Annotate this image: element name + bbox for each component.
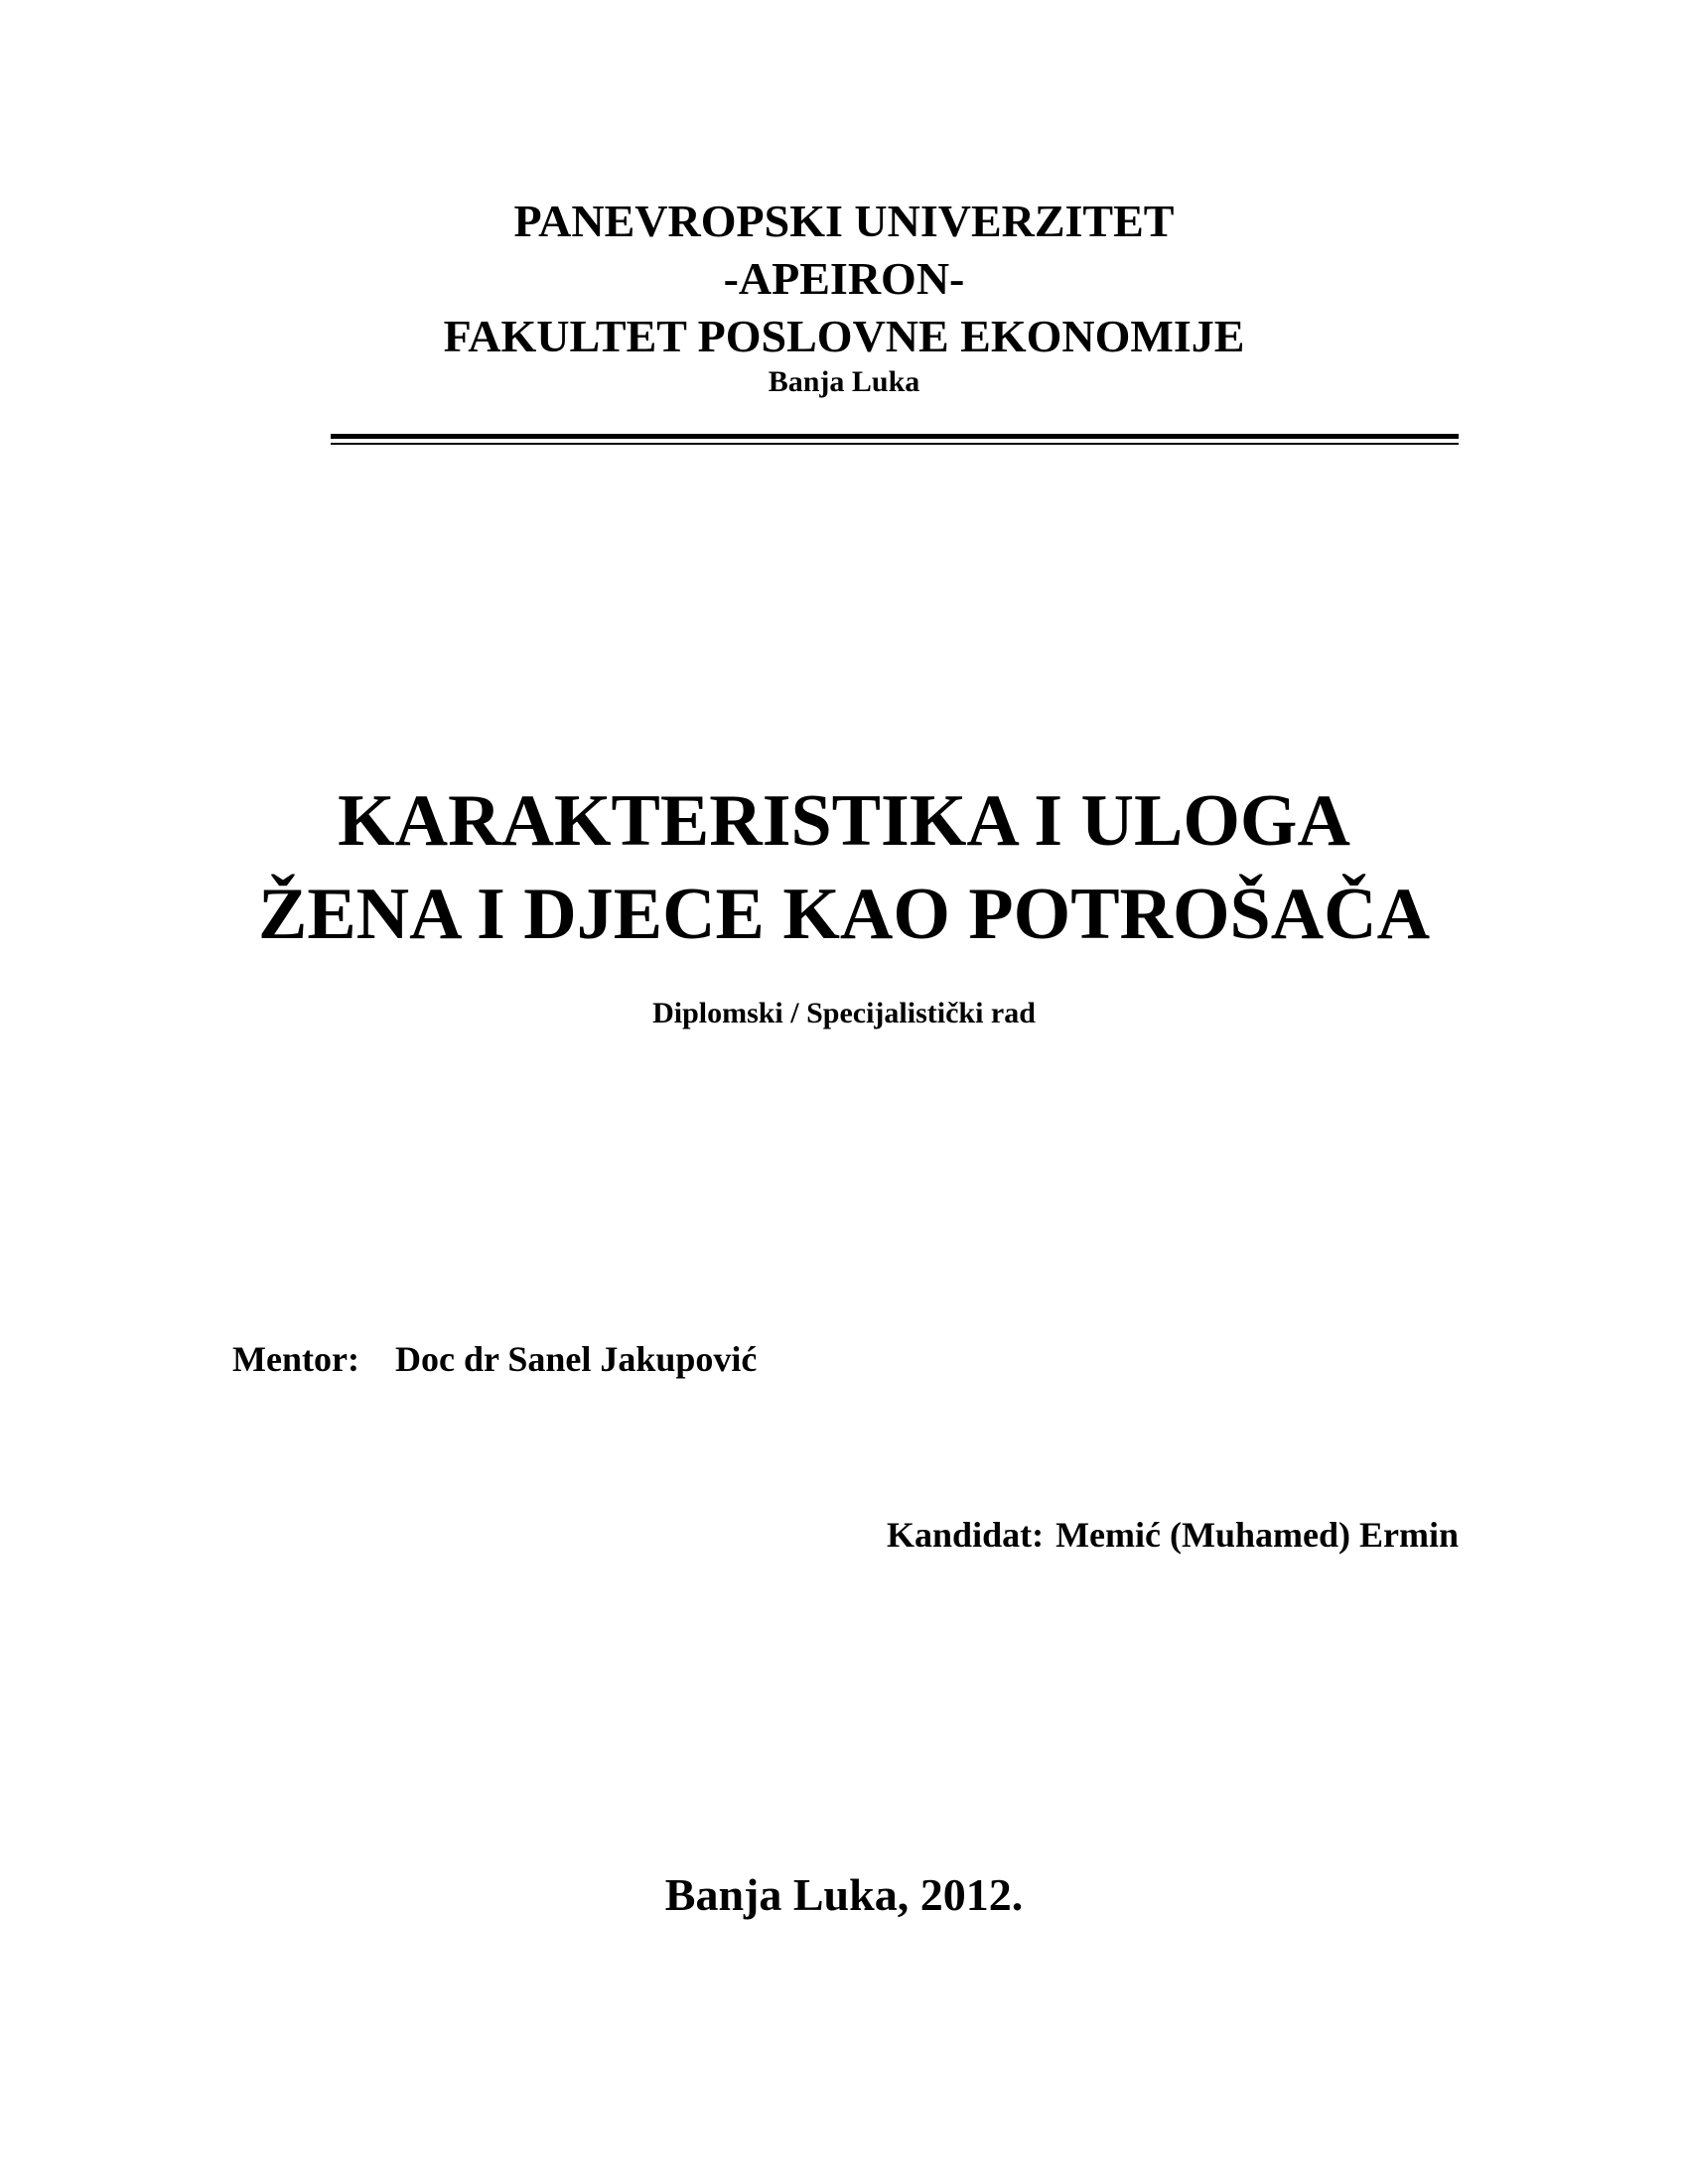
candidate-name: Memić (Muhamed) Ermin: [1055, 1515, 1459, 1555]
header-rule-thin: [331, 443, 1459, 445]
header-city: Banja Luka: [768, 365, 920, 398]
header-rule-thick: [331, 434, 1459, 439]
candidate-line: [887, 1514, 1459, 1556]
candidate-label: Kandidat:: [887, 1515, 1045, 1555]
place-and-date: Banja Luka, 2012.: [664, 1869, 1024, 1920]
university-subname: -APEIRON-: [723, 253, 965, 304]
mentor-line: [232, 1338, 757, 1380]
thesis-type: Diplomski / Specijalistički rad: [652, 997, 1036, 1029]
thesis-title-line-1: KARAKTERISTIKA I ULOGA: [338, 780, 1350, 862]
mentor-name: Doc dr Sanel Jakupović: [395, 1339, 758, 1379]
thesis-title-line-2: ŽENA I DJECE KAO POTROŠAČA: [257, 874, 1431, 955]
mentor-label: Mentor:: [232, 1339, 359, 1379]
university-name: PANEVROPSKI UNIVERZITET: [513, 196, 1175, 246]
faculty-name: FAKULTET POSLOVNE EKONOMIJE: [443, 311, 1245, 361]
